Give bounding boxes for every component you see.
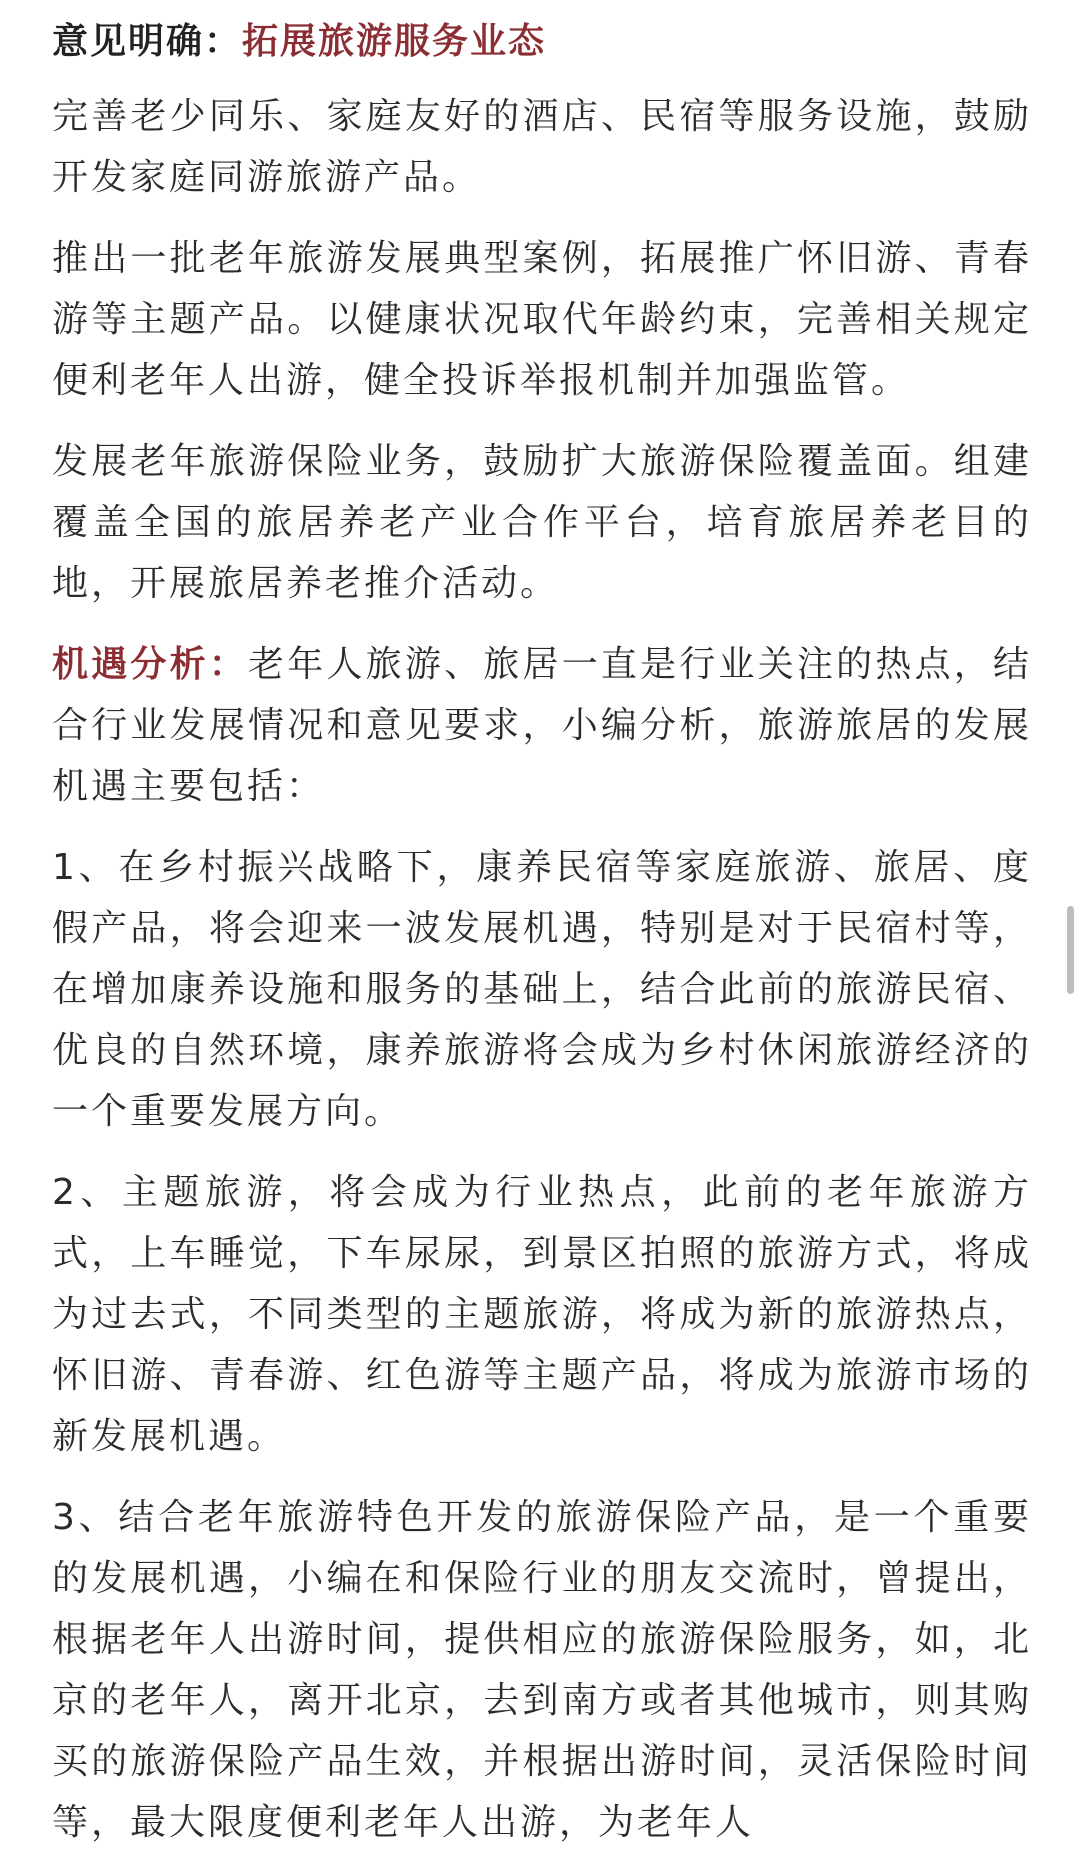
analysis-paragraph bbox=[52, 634, 1032, 817]
section-heading bbox=[52, 12, 1032, 72]
paragraph-travel-insurance: 发展老年旅游保险业务，鼓励扩大旅游保险覆盖面。组建覆盖全国的旅居养老产业合作平台，培育旅居养老目的地，开展旅居养老推介活动。 bbox=[52, 441, 1032, 604]
paragraph-typical-cases: 推出一批老年旅游发展典型案例，拓展推广怀旧游、青春游等主题产品。以健康状况取代年龄约束，完善相关规定便利老年人出游，健全投诉举报机制并加强监管。 bbox=[52, 238, 1032, 401]
article-body bbox=[52, 12, 1032, 1873]
section-heading-title: 拓展旅游服务业态 bbox=[242, 21, 547, 62]
analysis-text: 老年人旅游、旅居一直是行业关注的热点，结合行业发展情况和意见要求，小编分析，旅游旅居的发展机遇主要包括： bbox=[52, 644, 1032, 807]
point-1-rural-revitalization: 1、在乡村振兴战略下，康养民宿等家庭旅游、旅居、度假产品，将会迎来一波发展机遇，特别是对于民宿村等，在增加康养设施和服务的基础上，结合此前的旅游民宿、优良的自然环境，康养旅游将会成为乡村休闲旅游经济的一个重要发展方向。 bbox=[52, 847, 1032, 1132]
paragraph-family-facilities: 完善老少同乐、家庭友好的酒店、民宿等服务设施，鼓励开发家庭同游旅游产品。 bbox=[52, 96, 1032, 198]
point-3-insurance-products: 3、结合老年旅游特色开发的旅游保险产品，是一个重要的发展机遇，小编在和保险行业的朋友交流时，曾提出，根据老年人出游时间，提供相应的旅游保险服务，如，北京的老年人，离开北京，去到南方或者其他城市，则其购买的旅游保险产品生效，并根据出游时间，灵活保险时间等，最大限度便利老年人出游，为老年人 bbox=[52, 1497, 1032, 1843]
analysis-label: 机遇分析： bbox=[52, 644, 249, 685]
scrollbar-thumb[interactable] bbox=[1067, 906, 1074, 994]
point-2-theme-tourism: 2、主题旅游，将会成为行业热点，此前的老年旅游方式，上车睡觉，下车尿尿，到景区拍照的旅游方式，将成为过去式，不同类型的主题旅游，将成为新的旅游热点，怀旧游、青春游、红色游等主题产品，将成为旅游市场的新发展机遇。 bbox=[52, 1172, 1032, 1457]
section-heading-label: 意见明确： bbox=[52, 21, 243, 62]
